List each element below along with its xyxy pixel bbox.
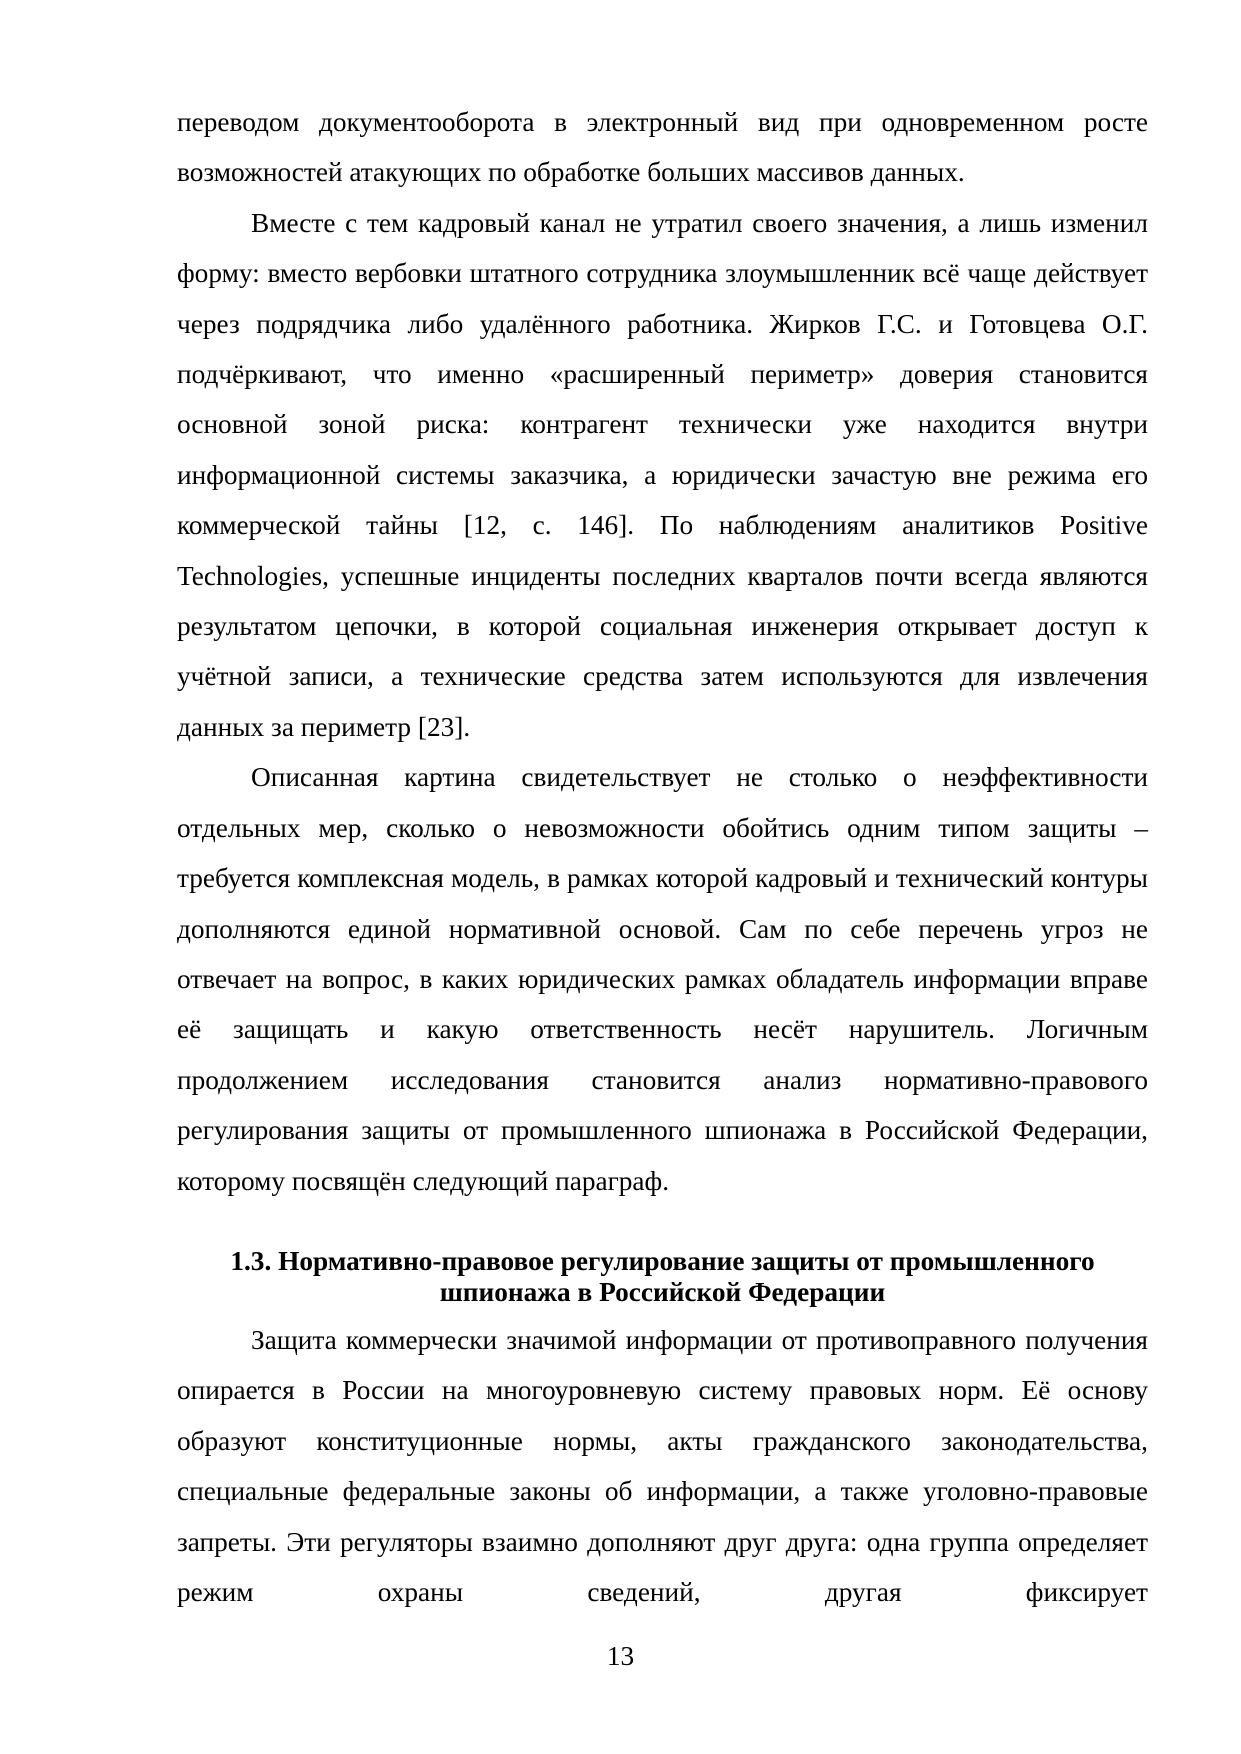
paragraph: Защита коммерчески значимой информации от противоправного получения опирается в России на многоуровневую систему правовых норм. Её основу образуют конституционные нормы, акты гражданского законодательства, специальные федеральные законы об информации, а также уголовно-правовые запреты. Эти регуляторы взаимно дополняют друг друга: одна группа определяет режим охраны сведений, другая фиксирует — [177, 1325, 1148, 1608]
page-number: 13 — [606, 1641, 635, 1671]
body-text-block-1 — [177, 97, 1148, 1206]
section-heading-line-2: шпионажа в Российской Федерации — [439, 1277, 886, 1307]
paragraph: Вместе с тем кадровый канал не утратил своего значения, а лишь изменил форму: вместо вербовки штатного сотрудника злоумышленник всё чаще действует через подрядчика либо удалённого работника. Жирков Г.С. и Готовцева О.Г. подчёркивают, что именно «расширенный периметр» доверия становится основной зоной риска: контрагент технически уже находится внутри информационной системы заказчика, а юридически зачастую вне режима его коммерческой тайны [12, с. 146]. По наблюдениям аналитиков Positive Technologies, успешные инциденты последних кварталов почти всегда являются результатом цепочки, в которой социальная инженерия открывает доступ к учётной записи, а технические средства затем используются для извлечения данных за периметр [23]. — [177, 207, 1148, 742]
section-heading-line-1: 1.3. Нормативно-правовое регулирование защиты от промышленного — [230, 1246, 1095, 1276]
section-heading — [177, 1246, 1148, 1308]
paragraph: Описанная картина свидетельствует не столько о неэффективности отдельных мер, сколько о невозможности обойтись одним типом защиты – требуется комплексная модель, в рамках которой кадровый и технический контуры дополняются единой нормативной основой. Сам по себе перечень угроз не отвечает на вопрос, в каких юридических рамках обладатель информации вправе её защищать и какую ответственность несёт нарушитель. Логичным продолжением исследования становится анализ нормативно-правового регулирования защиты от промышленного шпионажа в Российской Федерации, которому посвящён следующий параграф. — [177, 762, 1148, 1196]
body-text-block-2 — [177, 1315, 1148, 1617]
paragraph-continuation: переводом документооборота в электронный вид при одновременном росте возможностей атакующих по обработке больших массивов данных. — [177, 107, 1148, 188]
